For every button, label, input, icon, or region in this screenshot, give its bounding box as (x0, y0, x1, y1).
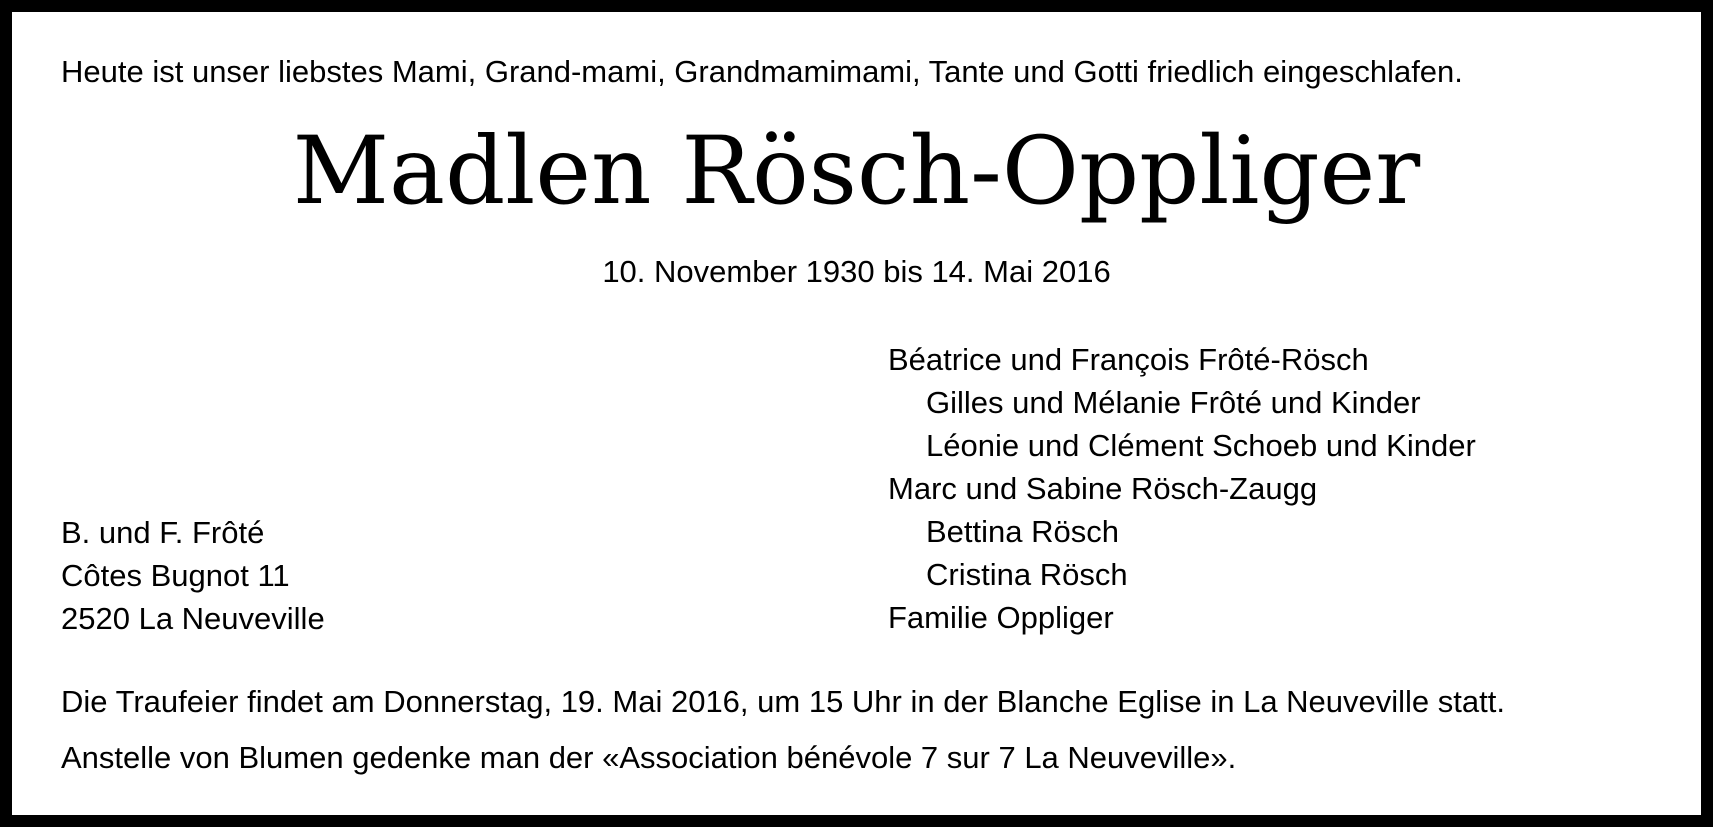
donation-info: Anstelle von Blumen gedenke man der «Association bénévole 7 sur 7 La Neuveville». (61, 740, 1237, 775)
address-line: B. und F. Frôté (61, 515, 265, 550)
address-line: 2520 La Neuveville (61, 601, 325, 636)
obituary-notice (12, 12, 1701, 815)
address-line: Côtes Bugnot 11 (61, 558, 290, 593)
contact-address (61, 511, 325, 640)
family-member: Bettina Rösch (926, 514, 1119, 549)
family-member: Cristina Rösch (926, 557, 1128, 592)
family-member: Familie Oppliger (888, 600, 1114, 635)
deceased-name: Madlen Rösch-Oppliger (292, 117, 1421, 226)
family-member: Gilles und Mélanie Frôté und Kinder (926, 385, 1421, 420)
family-list (888, 338, 1476, 639)
family-member: Marc und Sabine Rösch-Zaugg (888, 471, 1318, 506)
family-member: Béatrice und François Frôté-Rösch (888, 342, 1369, 377)
funeral-info: Die Traufeier findet am Donnerstag, 19. Mai 2016, um 15 Uhr in der Blanche Eglise in La Neuveville statt. (61, 684, 1505, 719)
intro-text: Heute ist unser liebstes Mami, Grand-mami, Grandmamimami, Tante und Gotti friedlich eingeschlafen. (61, 54, 1463, 89)
life-dates: 10. November 1930 bis 14. Mai 2016 (602, 254, 1111, 289)
family-member: Léonie und Clément Schoeb und Kinder (926, 428, 1476, 463)
